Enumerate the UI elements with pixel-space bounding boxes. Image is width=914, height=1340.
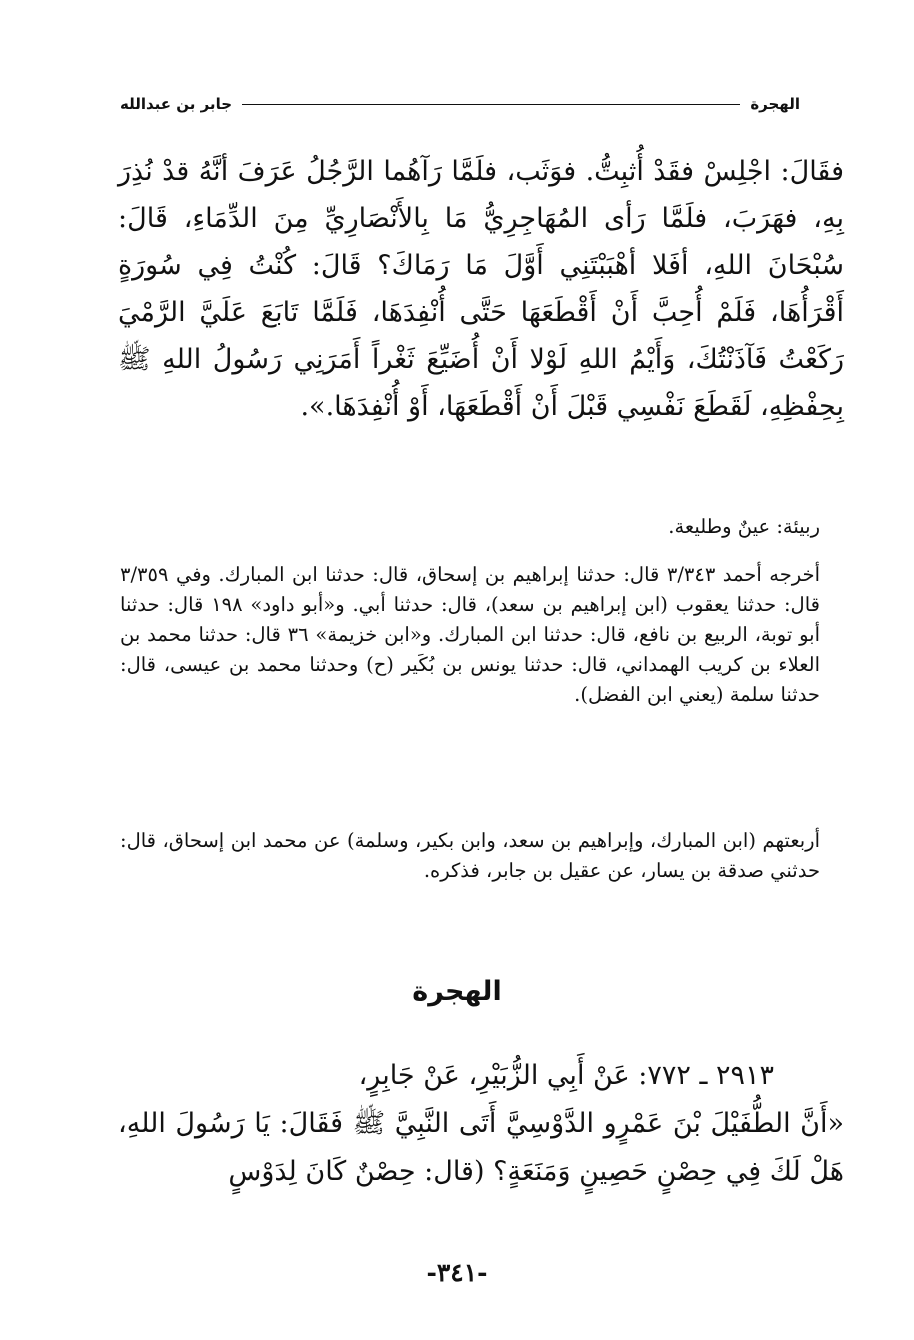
footnote-gloss — [120, 512, 820, 542]
page-number: -٣٤١- — [426, 1258, 488, 1287]
running-header-section: الهجرة — [750, 95, 800, 113]
main-text-block — [118, 148, 844, 430]
main-text-paragraph: فقَالَ: اجْلِسْ فقَدْ أُثبِتُّ. فوَثَب، فلَمَّا رَآهُما الرَّجُلُ عَرَفَ أنَّهُ قدْ نُذِرَ بِهِ، فهَرَبَ، فلَمَّا رَأى المُهَاجِرِيُّ مَا بِالأَنْصَارِيِّ مِنَ الدِّمَاءِ، قَالَ: سُبْحَانَ اللهِ، أفَلا أهْبَبْتَنِي أَوَّلَ مَا رَمَاكَ؟ قَالَ: كُنْتُ فِي سُورَةٍ أَقْرَأُهَا، فَلَمْ أُحِبَّ أَنْ أَقْطَعَهَا حَتَّى أُنْفِدَهَا، فَلَمَّا تَابَعَ عَلَيَّ الرَّمْيَ رَكَعْتُ فَآذَنْتُكَ، وَأَيْمُ اللهِ لَوْلا أَنْ أُضَيِّعَ ثَغْراً أَمَرَنِي رَسُولُ اللهِ ﷺ بِحِفْظِهِ، لَقَطَعَ نَفْسِي قَبْلَ أَنْ أَقْطَعَهَا، أَوْ أُنْفِدَهَا.». — [118, 156, 844, 422]
footnote-takhrij-text: أخرجه أحمد ٣/٣٤٣ قال: حدثنا إبراهيم بن إسحاق، قال: حدثنا ابن المبارك. وفي ٣/٣٥٩ قال: حدثنا يعقوب (ابن إبراهيم بن سعد)، قال: حدثنا أبي. و«أبو داود» ١٩٨ قال: حدثنا أبو توبة، الربيع بن نافع، قال: حدثنا ابن المبارك. و«ابن خزيمة» ٣٦ قال: حدثنا محمد بن العلاء بن كريب الهمداني، قال: حدثنا يونس بن بُكَير (ح) وحدثنا محمد بن عيسى، قال: حدثنا سلمة (يعني ابن الفضل). — [120, 563, 820, 706]
footnote-summary — [120, 826, 820, 886]
footnote-gloss-text: ربيئة: عينٌ وطليعة. — [668, 515, 820, 538]
hadith-number-line: ٢٩١٣ ـ ٧٧٢: عَنْ أَبِي الزُّبَيْرِ، عَنْ جَابِرٍ، — [358, 1060, 774, 1091]
section-title: الهجرة — [412, 976, 502, 1007]
footnote-summary-text: أربعتهم (ابن المبارك، وإبراهيم بن سعد، وابن بكير، وسلمة) عن محمد ابن إسحاق، قال: حدثني صدقة بن يسار، عن عقيل بن جابر، فذكره. — [120, 829, 820, 882]
footnote-takhrij — [120, 560, 820, 710]
hadith-block — [118, 1052, 844, 1196]
header-rule — [242, 104, 740, 105]
hadith-text: «أَنَّ الطُّفَيْلَ بْنَ عَمْرٍو الدَّوْسِيَّ أَتَى النَّبِيَّ ﷺ فَقَالَ: يَا رَسُولَ اللهِ، هَلْ لَكَ فِي حِصْنٍ حَصِينٍ وَمَنَعَةٍ؟ (قال: حِصْنٌ كَانَ لِدَوْسٍ — [118, 1108, 844, 1187]
running-header-companion: جابر بن عبدالله — [120, 95, 233, 113]
running-header — [120, 92, 800, 116]
